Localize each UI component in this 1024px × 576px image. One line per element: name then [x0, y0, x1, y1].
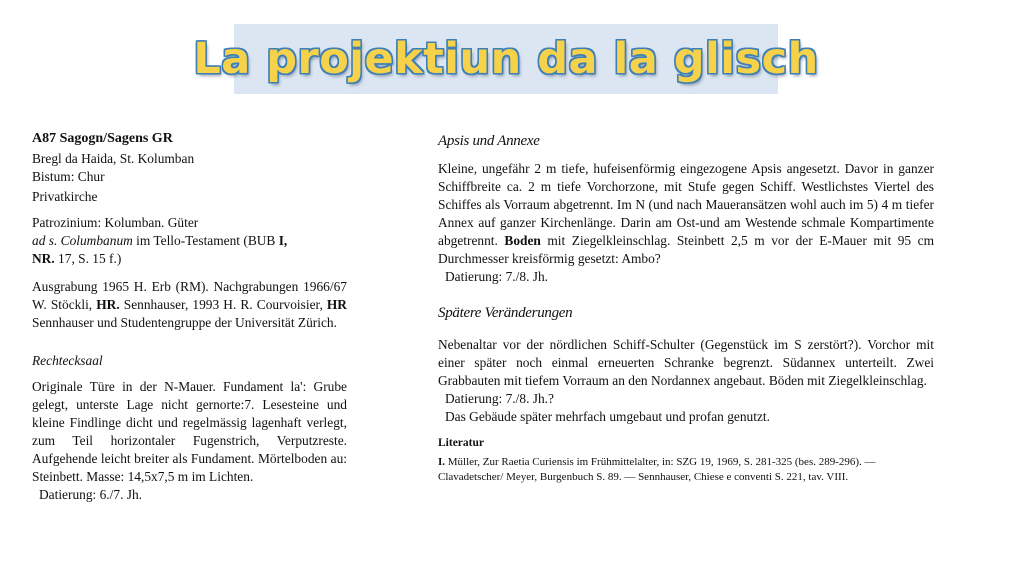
literature-body: Müller, Zur Raetia Curiensis im Frühmittelalter, in: SZG 19, 1969, S. 281-325 (bes. 289-296). — Clavadetscher/ Meyer, Burgenbuch S. 89. — Sennhauser, Chiese e conventi S. 221, tav. VIII.	[438, 456, 876, 483]
rechtecksaal-paragraph: Originale Türe in der N-Mauer. Fundament la': Grube gelegt, unterste Lage nicht gernorte:7. Lesesteine und kleine Findlinge dicht und regelmässig lagenhaft verlegt, zum Teil horizontaler Fugenstrich, Verputzreste. Aufgehende leicht breiter als Fundament. Mörtelboden au: Steinbett. Masse: 14,5x7,5 m im Lichten.	[32, 379, 347, 484]
excavation-hr-1: HR.	[96, 297, 120, 312]
literature-heading: Literatur	[438, 437, 484, 449]
apsis-heading: Apsis und Annexe	[438, 133, 540, 149]
later-paragraph: Nebenaltar vor der nördlichen Schiff-Schulter (Gegenstück im S zerstört?). Vorchor mit einer später noch einmal erneuerten Schranke begrenzt. Südannex unterteilt. Zwei Grabbauten mit tiefem Vorraum an den Nordannex angebaut. Böden mit Ziegelkleinschlag.	[438, 337, 934, 388]
excavation-text-2: Sennhauser, 1993 H. R. Courvoisier,	[119, 297, 327, 312]
site-heading: A87 Sagogn/Sagens GR	[32, 131, 173, 146]
later-heading: Spätere Veränderungen	[438, 305, 573, 321]
excavation-paragraph	[32, 278, 347, 332]
slide-title: La projektiun da la glisch	[193, 34, 819, 84]
dating-left: Datierung: 6./7. Jh.	[39, 487, 143, 502]
apsis-bold: Boden	[504, 233, 541, 248]
church-type-line: Privatkirche	[32, 189, 98, 204]
apsis-text-2: mit Ziegelkleinschlag. Steinbett 2,5 m vor der E-Mauer mit 95 cm Durchmesser kreisförmig gesetzt: Ambo?	[438, 233, 934, 266]
literature-text	[438, 455, 934, 485]
title-banner	[193, 24, 819, 94]
apsis-paragraph	[438, 160, 934, 268]
later-dating: Datierung: 7./8. Jh.?	[445, 391, 554, 406]
bub-bold: I,	[278, 233, 288, 248]
bub-nr-line	[32, 250, 347, 268]
excavation-text-3: Sennhauser und Studentengruppe der Universität Zürich.	[32, 315, 337, 330]
bub-mid: im Tello-Testament (BUB	[132, 233, 279, 248]
patrocinium-block	[32, 214, 347, 268]
bub-tail: 17, S. 15 f.)	[54, 251, 122, 266]
bub-nr: NR.	[32, 251, 55, 266]
apsis-dating: Datierung: 7./8. Jh.	[445, 269, 549, 284]
location-line: Bregl da Haida, St. Kolumban	[32, 151, 195, 166]
excavation-text-1: Ausgrabung 1965 H. Erb (RM). Nachgrabungen 1966/67 W. Stöckli,	[32, 279, 347, 312]
excavation-hr-2: HR	[326, 297, 347, 312]
bub-italic: ad s. Columbanum	[32, 233, 133, 248]
left-column	[32, 130, 347, 504]
section-heading-rechtecksaal: Rechtecksaal	[32, 353, 103, 368]
literature-initial: I.	[438, 456, 446, 468]
later-note: Das Gebäude später mehrfach umgebaut und profan genutzt.	[445, 409, 770, 424]
apsis-text-1: Kleine, ungefähr 2 m tiefe, hufeisenförmig eingezogene Apsis angesetzt. Davor in ganzer Schiffbreite ca. 2 m tiefe Vorchorzone, mit Stufe gegen Schiff. Westlichstes Viertel des Schiffes als Vorraum abgetrennt. Im N (und nach Maueransätzen wohl auch im 5) 4 m tiefer Annex auf ganzer Kirchenlänge. Darin am Ost-und am Westende schmale Kompartimente abgetrennt.	[438, 161, 934, 248]
diocese-line: Bistum: Chur	[32, 169, 105, 184]
right-column	[438, 132, 934, 485]
patrocinium-line: Patrozinium: Kolumban. Güter	[32, 215, 199, 230]
bub-line	[32, 232, 347, 250]
